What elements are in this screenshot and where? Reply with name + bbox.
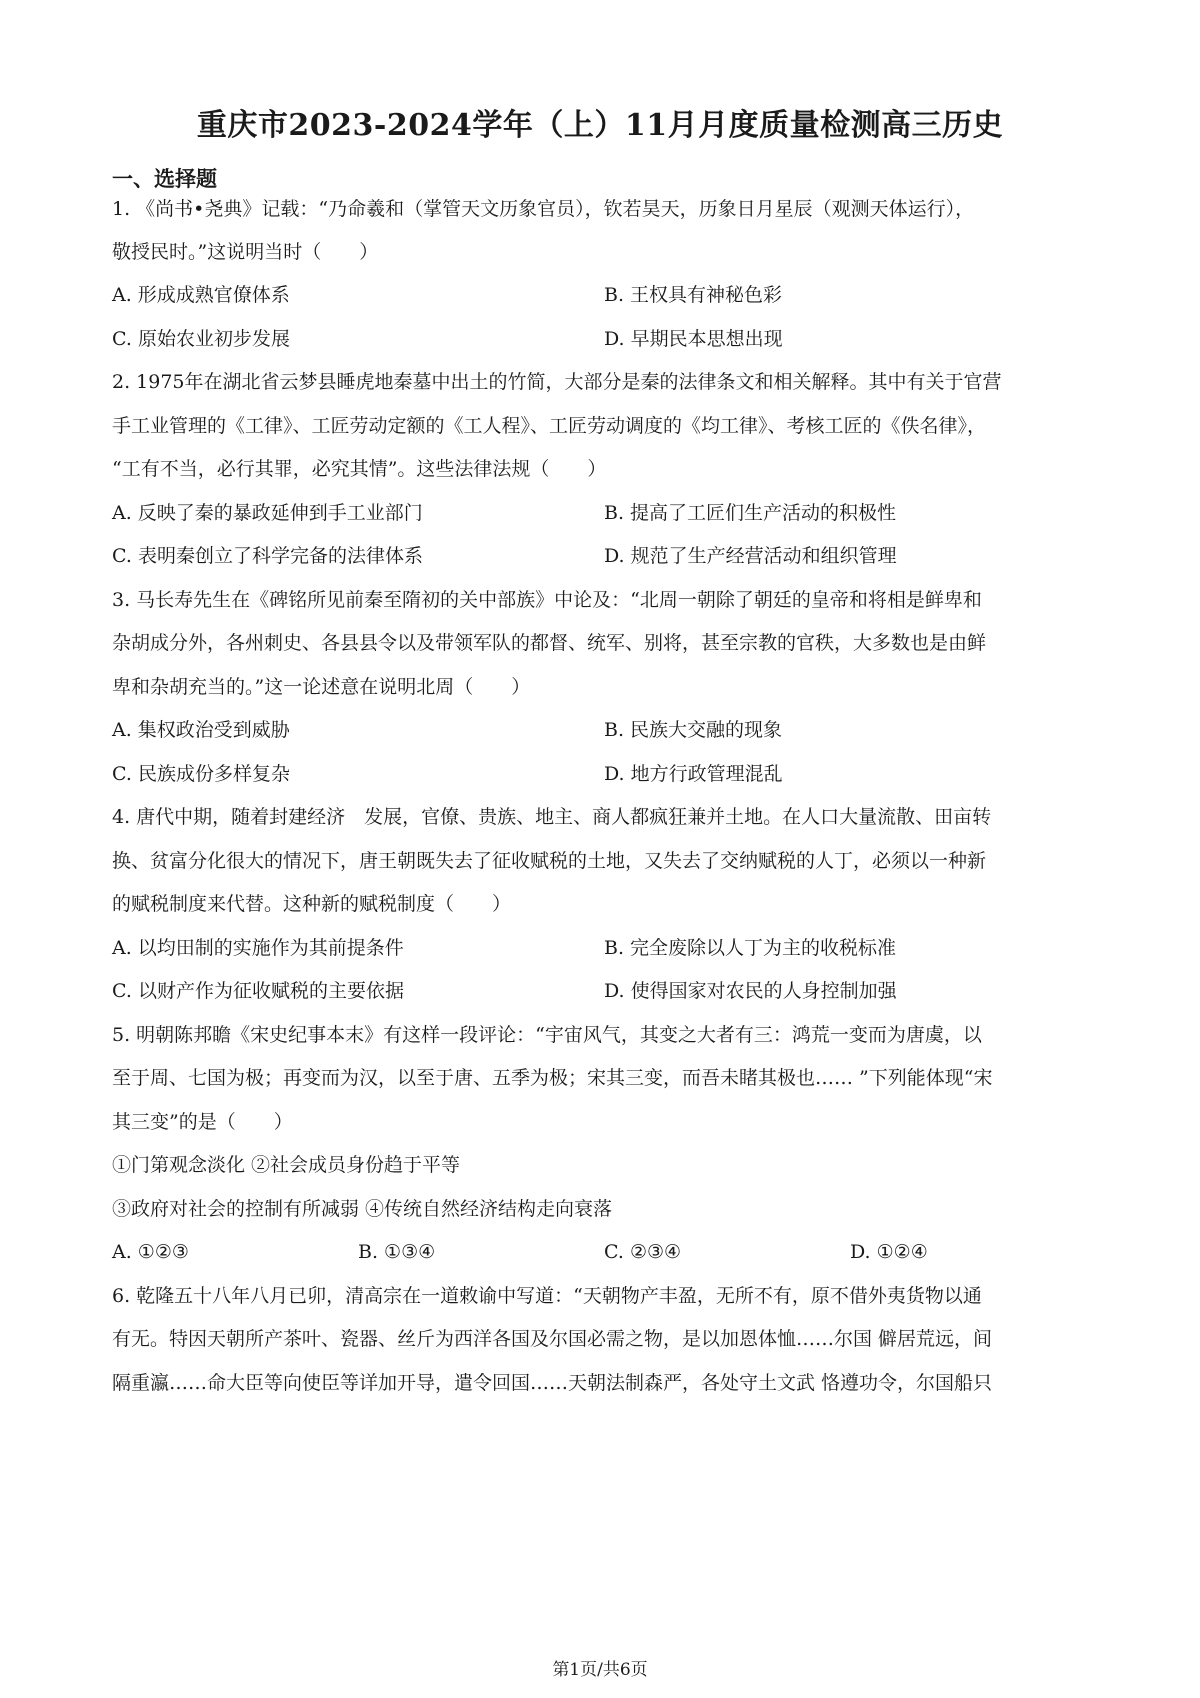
question-3-line-2: 杂胡成分外，各州刺史、各县县令以及带领军队的都督、统军、别将，甚至宗教的官秩，大多数也是由鲜 (112, 632, 987, 654)
question-5-statement-1: ①门第观念淡化 ②社会成员身份趋于平等 (112, 1154, 461, 1176)
question-4-line-2: 换、贫富分化很大的情况下，唐王朝既失去了征收赋税的土地，又失去了交纳赋税的人丁，必须以一种新 (112, 850, 987, 872)
question-5-option-c: C. ②③④ (604, 1241, 682, 1263)
question-3-option-a: A. 集权政治受到威胁 (112, 719, 290, 741)
page-title: 重庆市2023-2024学年（上）11月月度质量检测高三历史 (196, 108, 1004, 143)
question-1-option-d: D. 早期民本思想出现 (604, 328, 783, 350)
question-4-line-3: 的赋税制度来代替。这种新的赋税制度（ ） (112, 893, 512, 915)
question-6-line-1: 6. 乾隆五十八年八月已卯，清高宗在一道敕谕中写道：“天朝物产丰盈，无所不有，原不借外夷货物以通 (112, 1285, 982, 1307)
question-2-option-a: A. 反映了秦的暴政延伸到手工业部门 (112, 502, 423, 524)
question-1-option-a: A. 形成成熟官僚体系 (112, 284, 290, 306)
question-1-line-2: 敬授民时。”这说明当时（ ） (112, 241, 379, 263)
question-3-option-d: D. 地方行政管理混乱 (604, 763, 783, 785)
question-6-line-2: 有无。特因天朝所产茶叶、瓷器、丝斤为西洋各国及尔国必需之物，是以加恩体恤……尔国 僻居荒远，间 (112, 1328, 993, 1350)
question-1-option-c: C. 原始农业初步发展 (112, 328, 290, 350)
question-4-option-a: A. 以均田制的实施作为其前提条件 (112, 937, 404, 959)
question-5-line-2: 至于周、七国为极；再变而为汉，以至于唐、五季为极；宋其三变，而吾未睹其极也…… ”下列能体现“宋 (112, 1067, 993, 1089)
question-6-line-3: 隔重瀛……命大臣等向使臣等详加开导，遣令回国……天朝法制森严，各处守土文武 恪遵功令，尔国船只 (112, 1372, 993, 1394)
question-4-line-1: 4. 唐代中期，随着封建经济 发展，官僚、贵族、地主、商人都疯狂兼并土地。在人口大量流散、田亩转 (112, 806, 992, 828)
question-1-line-1: 1. 《尚书•尧典》记载：“乃命羲和（掌管天文历象官员），钦若昊天，历象日月星辰（观测天体运行）， (112, 198, 975, 220)
question-4-option-d: D. 使得国家对农民的人身控制加强 (604, 980, 897, 1002)
page-footer: 第1页/共6页 (552, 1660, 648, 1680)
question-5-option-b: B. ①③④ (358, 1241, 436, 1263)
question-2-line-2: 手工业管理的《工律》、工匠劳动定额的《工人程》、工匠劳动调度的《均工律》、考核工匠的《佚名律》， (112, 415, 987, 437)
question-2-option-d: D. 规范了生产经营活动和组织管理 (604, 545, 897, 567)
question-5-option-a: A. ①②③ (112, 1241, 189, 1263)
question-5-line-3: 其三变”的是（ ） (112, 1111, 293, 1133)
question-2-line-3: “工有不当，必行其罪，必究其情”。这些法律法规（ ） (112, 458, 607, 480)
question-1-option-b: B. 王权具有神秘色彩 (604, 284, 783, 306)
question-2-option-b: B. 提高了工匠们生产活动的积极性 (604, 502, 897, 524)
section-heading: 一、选择题 (112, 166, 217, 191)
question-4-option-c: C. 以财产作为征收赋税的主要依据 (112, 980, 404, 1002)
question-2-line-1: 2. 1975年在湖北省云梦县睡虎地秦墓中出土的竹简，大部分是秦的法律条文和相关解释。其中有关于官营 (112, 371, 1002, 393)
question-3-option-c: C. 民族成份多样复杂 (112, 763, 290, 785)
question-2-option-c: C. 表明秦创立了科学完备的法律体系 (112, 545, 423, 567)
question-3-option-b: B. 民族大交融的现象 (604, 719, 783, 741)
question-5-statement-2: ③政府对社会的控制有所减弱 ④传统自然经济结构走向衰落 (112, 1198, 613, 1220)
question-3-line-3: 卑和杂胡充当的。”这一论述意在说明北周（ ） (112, 676, 531, 698)
question-4-option-b: B. 完全废除以人丁为主的收税标准 (604, 937, 897, 959)
question-5-line-1: 5. 明朝陈邦瞻《宋史纪事本末》有这样一段评论：“宇宙风气，其变之大者有三：鸿荒一变而为唐虞，以 (112, 1024, 982, 1046)
question-5-option-d: D. ①②④ (850, 1241, 928, 1263)
question-3-line-1: 3. 马长寿先生在《碑铭所见前秦至隋初的关中部族》中论及：“北周一朝除了朝廷的皇帝和将相是鲜卑和 (112, 589, 982, 611)
